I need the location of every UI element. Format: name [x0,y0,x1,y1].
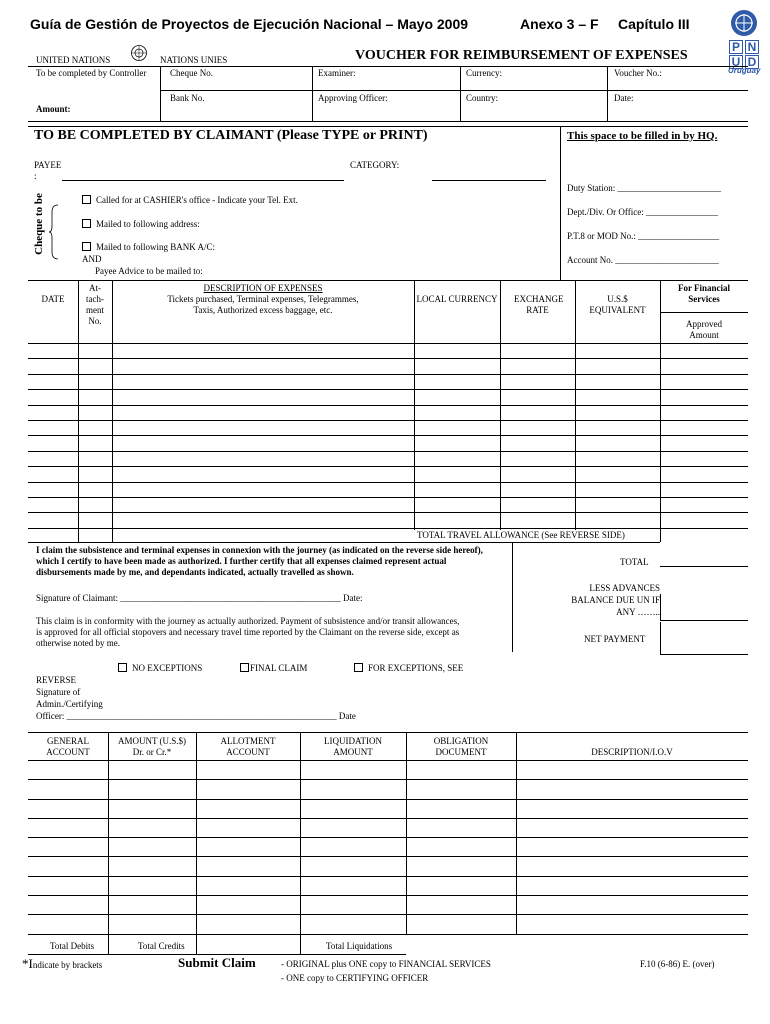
checkbox[interactable] [240,663,249,672]
un-label: UNITED NATIONS [36,55,111,65]
pnud-letter-d: D [745,55,759,69]
total-debits-label: Total Debits [50,941,95,951]
total-label: TOTAL [620,557,649,567]
amount-label: Amount: [36,104,71,114]
for-exceptions-option[interactable]: FOR EXCEPTIONS, SEE [354,663,463,674]
expense-row-line[interactable] [28,451,748,452]
approving-officer-field[interactable]: Approving Officer: [318,93,388,103]
col-obligation-document: OBLIGATION DOCUMENT [433,736,489,757]
payee-line[interactable] [62,180,344,181]
pnud-letter-u: U [729,55,743,69]
cheque-no-field[interactable]: Cheque No. [170,68,213,78]
expense-row-line[interactable] [28,389,748,390]
col-amount-usd: AMOUNT (U.S.$) Dr. or Cr.* [117,736,187,757]
accounting-row-line[interactable] [28,799,748,800]
expense-row-line[interactable] [28,512,748,513]
country-field[interactable]: Country: [466,93,499,103]
option-mail-address[interactable]: Mailed to following address: [82,219,200,230]
total-travel-allowance: TOTAL TRAVEL ALLOWANCE (See REVERSE SIDE) [417,530,625,540]
col-us-equivalent: U.S.$ EQUIVALENT [589,294,646,315]
bank-no-field[interactable]: Bank No. [170,93,205,103]
option-bank-ac[interactable]: Mailed to following BANK A/C: [82,242,215,253]
final-claim-option[interactable]: FINAL CLAIM [240,663,307,674]
expense-row-line[interactable] [28,374,748,375]
annex-label: Anexo 3 – F [520,16,599,32]
brace-icon [48,204,60,260]
less-advances-label: LESS ADVANCES BALANCE DUE UN IF ANY …….. [571,583,660,617]
payee-label: PAYEE [34,160,62,170]
examiner-field[interactable]: Examiner: [318,68,356,78]
col-approved-amount: Approved Amount [686,319,722,340]
checkbox[interactable] [82,195,91,204]
accounting-row-line[interactable] [28,818,748,819]
checkbox[interactable] [118,663,127,672]
no-exceptions-option[interactable]: NO EXCEPTIONS [118,663,202,674]
dept-div-field[interactable]: Dept./Div. Or Office: ________________ [567,207,718,217]
and-label: AND [82,254,102,264]
date-field[interactable]: Date: [614,93,634,103]
expense-row-line[interactable] [28,482,748,483]
conformity-text: This claim is in conformity with the journey as actually authorized. Payment of subsistence and/or transit allowances, is approved for all official stopovers and necessary travel time reported by the Claimant on the reverse side, except as otherwise noted by me. [36,616,460,648]
guide-title: Guía de Gestión de Proyectos de Ejecución Nacional – Mayo 2009 [30,16,469,32]
accounting-row-line[interactable] [28,837,748,838]
distribution-original: - ORIGINAL plus ONE copy to FINANCIAL SERVICES [281,959,491,969]
hq-heading: This space to be filled in by HQ. [567,130,718,142]
category-line[interactable] [432,180,546,181]
claim-certification-text: I claim the subsistence and terminal expenses in connexion with the journey (as indicated on the reverse side hereof), which I certify to have been made as authorized. I further certify that all expenses claimed represent actual disbursements made by me, and dependants indicated, actually travelled as shown. [36,545,483,577]
expense-row-line[interactable] [28,497,748,498]
accounting-row-line[interactable] [28,914,748,915]
accounting-row-line[interactable] [28,856,748,857]
payee-colon: : [34,171,37,181]
accounting-row-line[interactable] [28,934,748,935]
option-cashier[interactable]: Called for at CASHIER's office - Indicate your Tel. Ext. [82,195,298,206]
controller-label: To be completed by Controller [36,68,147,78]
pnud-letter-p: P [729,40,743,54]
col-description-iov: DESCRIPTION/I.O.V [591,747,673,757]
total-credits-label: Total Credits [138,941,185,951]
voucher-no-field[interactable]: Voucher No.: [614,68,662,78]
category-label: CATEGORY: [350,160,400,170]
form-title: VOUCHER FOR REIMBURSEMENT OF EXPENSES [355,48,688,63]
duty-station-field[interactable]: Duty Station: _______________________ [567,183,722,193]
col-date: DATE [41,294,65,304]
expense-row-line[interactable] [28,466,748,467]
checkbox[interactable] [354,663,363,672]
col-attachment: At- tach- ment No. [86,283,104,326]
reverse-label: REVERSE [36,675,77,685]
expense-row-line[interactable] [28,343,748,344]
pnud-logo [728,8,760,72]
signature-claimant-field[interactable]: Signature of Claimant: _________________________________________________ Date: [36,593,363,603]
form-code: F.10 (6-86) E. (over) [640,959,715,969]
col-exchange-rate: EXCHANGE RATE [514,294,564,315]
claimant-heading: TO BE COMPLETED BY CLAIMANT (Please TYPE or PRINT) [34,128,428,143]
un-emblem-icon [729,8,759,38]
nu-label: NATIONS UNIES [160,55,228,65]
accounting-row-line[interactable] [28,895,748,896]
admin-cert-label: Admin./Certifying [36,699,103,709]
accounting-row-line[interactable] [28,779,748,780]
total-liquidations-label: Total Liquidations [326,941,393,951]
pnud-letter-n: N [745,40,759,54]
pnud-caption: Uruguay [728,66,761,75]
sig-admin-label: Signature of [36,687,81,697]
indicate-note: *Indicate by brackets [22,956,103,971]
checkbox[interactable] [82,219,91,228]
currency-field[interactable]: Currency: [466,68,502,78]
distribution-copy: - ONE copy to CERTIFYING OFFICER [281,973,429,983]
account-no-field[interactable]: Account No. _______________________ [567,255,719,265]
col-local-currency: LOCAL CURRENCY [416,294,498,304]
checkbox[interactable] [82,242,91,251]
officer-signature-field[interactable]: Officer: ____________________________________________________________ Date [36,711,356,721]
expense-row-line[interactable] [28,420,748,421]
expense-row-line[interactable] [28,405,748,406]
cheque-side-label: Cheque to be [33,193,45,255]
col-allotment-account: ALLOTMENT ACCOUNT [220,736,276,757]
submit-claim-label: Submit Claim [178,955,256,970]
payee-advice-label: Payee Advice to be mailed to: [95,266,203,276]
pt8-mod-field[interactable]: P.T.8 or MOD No.: __________________ [567,231,720,241]
col-liquidation-amount: LIQUIDATION AMOUNT [324,736,382,757]
col-general-account: GENERAL ACCOUNT [46,736,90,757]
accounting-row-line[interactable] [28,760,748,761]
un-wreath-icon [130,44,148,62]
expense-row-line[interactable] [28,528,748,529]
chapter-label: Capítulo III [618,16,690,32]
col-financial-services: For Financial Services [677,283,731,304]
expense-row-line[interactable] [28,358,748,359]
accounting-row-line[interactable] [28,876,748,877]
expense-row-line[interactable] [28,435,748,436]
col-description: DESCRIPTION OF EXPENSES Tickets purchased, Terminal expenses, Telegrammes, Taxis, Authorized excess baggage, etc. [167,283,359,315]
net-payment-label: NET PAYMENT [584,634,646,644]
